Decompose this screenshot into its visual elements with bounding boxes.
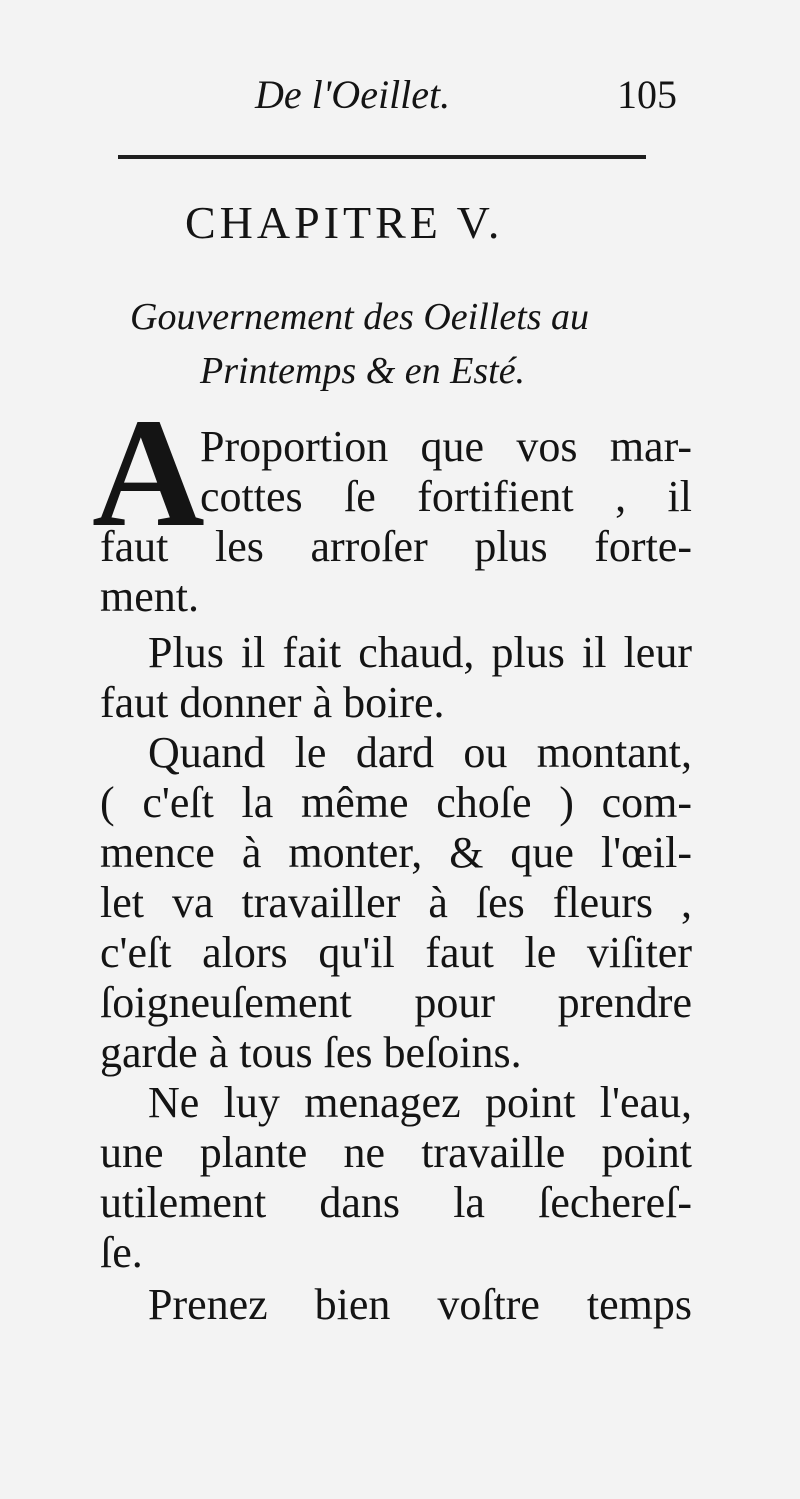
chapter-subtitle-line-1: Gouvernement des Oeillets au	[130, 296, 590, 338]
text-line: faut les arroſer plus forte-	[100, 522, 692, 571]
text-line: garde à tous ſes beſoins.	[100, 1028, 522, 1077]
text-line: c'eſt alors qu'il faut le viſiter	[100, 928, 692, 977]
text-line: ment.	[100, 572, 199, 621]
text-line: ſoigneuſement pour prendre	[100, 978, 692, 1027]
page-number: 105	[617, 72, 677, 117]
text-line: ( c'eſt la même choſe ) com-	[100, 778, 692, 827]
text-line: Plus il fait chaud, plus il leur	[148, 628, 692, 677]
text-line: utilement dans la ſechereſ-	[100, 1178, 692, 1227]
chapter-title: CHAPITRE V.	[185, 197, 504, 248]
text-line: cottes ſe fortifient , il	[200, 472, 692, 521]
text-line: mence à monter, & que l'œil-	[100, 828, 692, 877]
text-line: faut donner à boire.	[100, 678, 445, 727]
text-line: Prenez bien voſtre temps	[148, 1280, 692, 1329]
text-line: ſe.	[100, 1228, 143, 1277]
text-line: Proportion que vos mar-	[200, 422, 692, 471]
running-title: De l'Oeillet.	[255, 72, 451, 117]
header-rule	[118, 155, 646, 159]
text-line: une plante ne travaille point	[100, 1128, 692, 1177]
text-line: Ne luy menagez point l'eau,	[148, 1078, 692, 1127]
chapter-subtitle-line-2: Printemps & en Esté.	[200, 350, 526, 392]
text-line: let va travailler à ſes fleurs ,	[100, 878, 692, 927]
text-line: Quand le dard ou montant,	[148, 728, 692, 777]
drop-cap-letter: A	[92, 386, 205, 559]
